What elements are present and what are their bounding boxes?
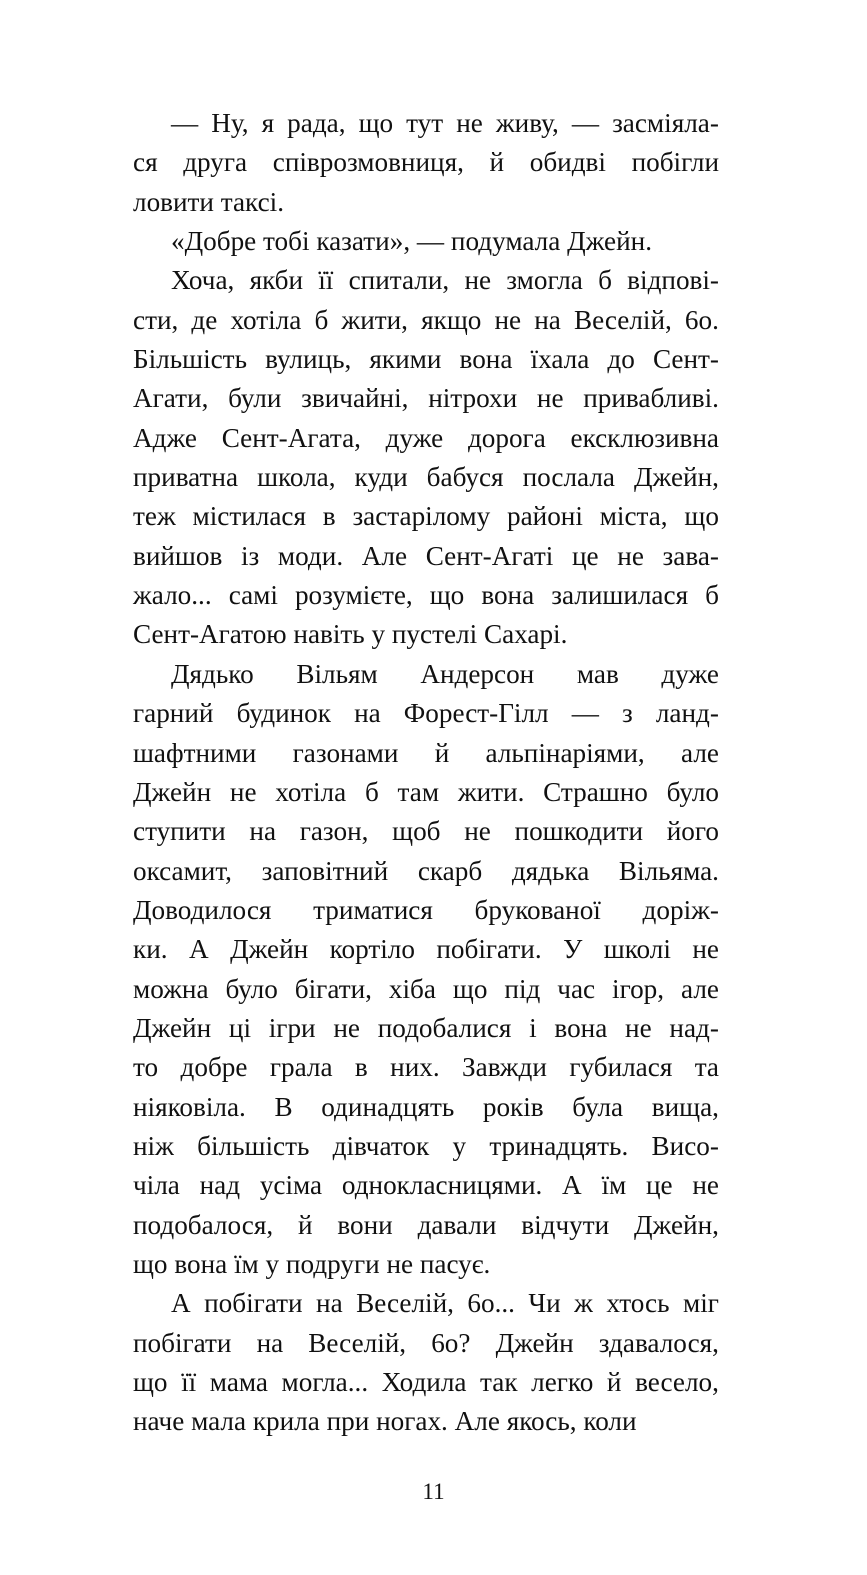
word: А — [171, 1288, 191, 1319]
word: ж — [574, 1288, 593, 1319]
word: де — [191, 304, 218, 335]
word: побігли — [631, 147, 719, 178]
word: й — [606, 1367, 622, 1397]
word: живу, — [495, 108, 559, 138]
word: школі — [603, 934, 671, 965]
word: А — [562, 1170, 582, 1201]
word: оксамит, — [133, 855, 232, 886]
word: їм — [601, 1170, 627, 1201]
word: ступити — [133, 816, 226, 847]
word: Джейн — [133, 776, 212, 807]
word: пошкодити — [514, 816, 644, 847]
word: хтось — [606, 1288, 670, 1319]
text-line — [133, 1127, 719, 1166]
word: школа, — [257, 462, 336, 493]
word: жало... — [133, 580, 212, 611]
word: районі — [506, 501, 583, 532]
word: хотіла — [230, 304, 302, 335]
text-line — [133, 1166, 719, 1205]
word: дуже — [661, 658, 719, 689]
word: її — [181, 1367, 197, 1397]
word: до — [607, 344, 635, 375]
text-line — [133, 1324, 719, 1363]
word: ці — [228, 1012, 251, 1043]
word: б — [705, 580, 719, 611]
word: бабуся — [426, 462, 504, 493]
word: так — [480, 1367, 518, 1397]
text-line — [133, 497, 719, 536]
word: років — [482, 1091, 544, 1122]
word: можна — [133, 973, 209, 1004]
word: Чи — [528, 1288, 561, 1319]
word: ся — [133, 147, 158, 178]
word: його — [666, 816, 719, 847]
word: могла... — [281, 1367, 369, 1397]
word: дорога — [467, 422, 546, 453]
word: на — [256, 1327, 284, 1358]
word: Джейн — [230, 934, 309, 965]
word: альпінаріями, — [485, 737, 645, 768]
word: сти, — [133, 304, 179, 335]
text-line — [133, 104, 719, 143]
word: Джейн — [495, 1327, 574, 1358]
page-body-text — [133, 104, 719, 1442]
word: послала — [522, 462, 615, 493]
word: жити, — [341, 304, 408, 335]
word: вона — [459, 344, 513, 375]
word: Завжди — [462, 1052, 547, 1083]
word: над — [199, 1170, 241, 1201]
word: легко — [531, 1367, 594, 1397]
word: газон, — [299, 816, 369, 847]
text-line — [133, 261, 719, 300]
word: чіла — [133, 1170, 180, 1201]
word: побігати. — [436, 934, 542, 965]
word: дуже — [385, 422, 444, 453]
word: 6о? — [431, 1327, 471, 1358]
word: не — [692, 934, 719, 965]
word: Веселій, — [308, 1327, 407, 1358]
word: тут — [406, 108, 444, 138]
word: не — [333, 1012, 360, 1043]
word: й — [489, 147, 505, 178]
word: міста, — [599, 501, 668, 532]
text-line — [133, 301, 719, 340]
text-line — [133, 1009, 719, 1048]
text-line — [133, 537, 719, 576]
word: друга — [183, 147, 248, 178]
word: Сент-Агаті — [425, 540, 554, 571]
text-line: Сент-Агатою навіть у пустелі Сахарі. — [133, 619, 568, 650]
text-line — [133, 379, 719, 418]
word: моди. — [277, 540, 344, 571]
word: побігати — [204, 1288, 303, 1319]
word: ігор, — [612, 973, 665, 1004]
word: на — [534, 304, 561, 335]
word: Андерсон — [420, 658, 535, 689]
word: вона — [554, 1012, 608, 1043]
text-line — [133, 576, 719, 615]
word: не — [494, 304, 522, 335]
word: не — [617, 540, 644, 571]
word: зава- — [662, 540, 719, 571]
word: Сент- — [652, 344, 719, 375]
word: Дядько — [171, 658, 254, 689]
word: Веселій, — [356, 1288, 454, 1319]
word: не — [625, 1012, 652, 1043]
word: приватна — [133, 462, 239, 493]
paragraph — [133, 104, 719, 222]
word: подобалося, — [133, 1209, 274, 1240]
word: не — [456, 108, 483, 138]
text-line: що вона їм у подруги не пасує. — [133, 1248, 491, 1279]
word: відпові- — [627, 265, 719, 296]
word: спитали, — [348, 265, 450, 296]
word: та — [694, 1052, 719, 1083]
word: була — [572, 1091, 624, 1122]
word: — — [571, 698, 599, 729]
word: побігати — [133, 1327, 232, 1358]
word: здавалося, — [598, 1327, 719, 1358]
word: й — [434, 737, 450, 768]
word: одинадцять — [321, 1091, 455, 1122]
word: вулиць, — [265, 344, 352, 375]
word: їхала — [530, 344, 590, 375]
word: щоб — [392, 816, 441, 847]
text-line — [133, 1284, 719, 1323]
text-line: наче мала крила при ногах. Але якось, коли — [133, 1406, 637, 1437]
word: дядька — [511, 855, 590, 886]
word: обидві — [529, 147, 606, 178]
word: час — [557, 973, 596, 1004]
word: не — [464, 816, 491, 847]
paragraph — [133, 655, 719, 1285]
word: що — [684, 501, 719, 532]
word: і — [529, 1012, 537, 1043]
word: Агати, — [133, 383, 209, 414]
word: самі — [228, 580, 278, 611]
word: під — [504, 973, 541, 1004]
word: ексклюзивна — [570, 422, 719, 453]
word: Джейн — [133, 1012, 212, 1043]
word: давали — [417, 1209, 497, 1240]
word: якщо — [421, 304, 482, 335]
text-line — [133, 694, 719, 733]
word: бігати, — [294, 973, 372, 1004]
text-line — [133, 1048, 719, 1087]
word: ланд- — [655, 698, 719, 729]
text-line — [133, 458, 719, 497]
word: були — [228, 383, 282, 414]
word: мама — [209, 1367, 268, 1397]
word: це — [571, 540, 599, 571]
text-line — [133, 852, 719, 891]
word: більшість — [197, 1130, 310, 1161]
word: тринадцять. — [489, 1130, 629, 1161]
word: Джейн, — [634, 1209, 719, 1240]
word: ігри — [268, 1012, 316, 1043]
word: 6о... — [467, 1288, 515, 1319]
paragraph — [133, 261, 719, 654]
word: мав — [576, 658, 619, 689]
word: них. — [390, 1052, 440, 1083]
word: усіма — [259, 1170, 323, 1201]
word: на — [354, 698, 381, 729]
word: Сент-Агата, — [221, 422, 361, 453]
word: Веселій, — [573, 304, 672, 335]
word: що — [133, 1367, 168, 1397]
word: що — [452, 973, 488, 1004]
word: застарілому — [352, 501, 491, 532]
word: Ну, — [211, 108, 249, 138]
word: Доводилося — [133, 894, 272, 925]
word: але — [681, 973, 719, 1004]
text-line — [133, 930, 719, 969]
word: але — [681, 737, 719, 768]
word: — — [171, 108, 199, 138]
word: вони — [337, 1209, 393, 1240]
word: відчути — [521, 1209, 610, 1240]
word: губилася — [569, 1052, 673, 1083]
word: її — [318, 265, 334, 296]
word: Більшість — [133, 344, 247, 375]
word: якими — [369, 344, 442, 375]
word: Але — [361, 540, 408, 571]
word: з — [622, 698, 633, 729]
word: якби — [249, 265, 304, 296]
word: Хоча, — [171, 265, 235, 296]
word: весело, — [635, 1367, 719, 1397]
word: рада, — [287, 108, 346, 138]
word: скарб — [417, 855, 483, 886]
paragraph — [133, 1284, 719, 1441]
word: на — [249, 816, 277, 847]
text-line — [133, 1088, 719, 1127]
word: вийшов — [133, 540, 223, 571]
word: заповітний — [261, 855, 389, 886]
word: кортіло — [329, 934, 415, 965]
word: не — [464, 265, 492, 296]
word: над- — [669, 1012, 719, 1043]
word: Ходила — [381, 1367, 467, 1397]
word: й — [297, 1209, 313, 1240]
word: хіба — [388, 973, 436, 1004]
word: дівчаток — [332, 1130, 430, 1161]
word: шафтними — [133, 737, 257, 768]
word: що — [358, 108, 394, 138]
word: б — [364, 776, 379, 807]
word: ніж — [133, 1130, 174, 1161]
paragraph — [133, 222, 719, 261]
word: засміяла- — [612, 108, 719, 138]
word: ки. — [133, 934, 168, 965]
text-line — [133, 1363, 719, 1402]
text-line — [133, 655, 719, 694]
word: залишилася — [551, 580, 689, 611]
word: ніяковіла. — [133, 1091, 246, 1122]
word: Форест-Гілл — [403, 698, 549, 729]
word: не — [229, 776, 257, 807]
word: у — [452, 1130, 467, 1161]
word: було — [225, 973, 278, 1004]
word: співрозмовниця, — [272, 147, 464, 178]
word: нітрохи — [428, 383, 518, 414]
word: 6о. — [684, 304, 719, 335]
word: Вільяма. — [618, 855, 719, 886]
word: це — [645, 1170, 673, 1201]
word: жити. — [457, 776, 525, 807]
word: добре — [180, 1052, 248, 1083]
word: в — [354, 1052, 368, 1083]
word: б — [314, 304, 329, 335]
word: гарний — [133, 698, 214, 729]
word: хотіла — [275, 776, 347, 807]
word: газонами — [292, 737, 399, 768]
word: я — [261, 108, 275, 138]
word: що — [429, 580, 465, 611]
word: вона — [481, 580, 535, 611]
word: У — [563, 934, 583, 965]
word: Страшно — [543, 776, 648, 807]
text-line — [133, 340, 719, 379]
word: теж — [133, 501, 176, 532]
word: містилася — [192, 501, 306, 532]
text-line — [133, 734, 719, 773]
word: не — [536, 383, 564, 414]
word: то — [133, 1052, 159, 1083]
word: Джейн, — [634, 462, 719, 493]
text-line: «Добре тобі казати», — подумала Джейн. — [171, 226, 653, 257]
word: Висо- — [651, 1130, 719, 1161]
word: триматися — [313, 894, 433, 925]
word: на — [316, 1288, 343, 1319]
text-line — [133, 773, 719, 812]
word: розумієте, — [294, 580, 413, 611]
word: А — [189, 934, 209, 965]
word: доріж- — [642, 894, 719, 925]
word: змогла — [506, 265, 583, 296]
word: Адже — [133, 422, 197, 453]
word: не — [692, 1170, 719, 1201]
word: брукованої — [474, 894, 601, 925]
text-line — [133, 812, 719, 851]
word: в — [322, 501, 336, 532]
word: привабливі. — [583, 383, 719, 414]
page-number: 11 — [422, 1479, 445, 1504]
word: вища, — [651, 1091, 719, 1122]
text-line: ловити таксі. — [133, 186, 285, 217]
text-line — [133, 891, 719, 930]
word: б — [598, 265, 612, 296]
text-line — [133, 419, 719, 458]
word: було — [666, 776, 719, 807]
word: Вільям — [296, 658, 378, 689]
word: міг — [682, 1288, 719, 1319]
text-line — [133, 1206, 719, 1245]
word: — — [571, 108, 600, 138]
text-line — [133, 970, 719, 1009]
word: звичайні, — [301, 383, 409, 414]
word: подобалися — [377, 1012, 512, 1043]
word: будинок — [236, 698, 331, 729]
word: грала — [269, 1052, 333, 1083]
word: куди — [354, 462, 408, 493]
word: із — [240, 540, 260, 571]
word: однокласницями. — [341, 1170, 543, 1201]
text-line — [133, 143, 719, 182]
word: там — [397, 776, 440, 807]
word: В — [274, 1091, 293, 1122]
